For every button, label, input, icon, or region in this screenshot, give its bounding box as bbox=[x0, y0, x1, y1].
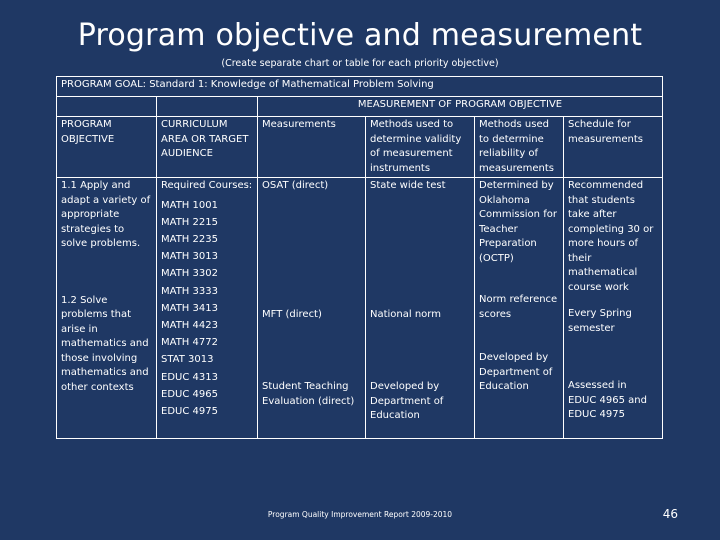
curriculum-cell bbox=[157, 178, 258, 439]
objective-table bbox=[56, 76, 663, 439]
course-item: MATH 1001 bbox=[161, 199, 218, 211]
course-item: MATH 4772 bbox=[161, 337, 218, 349]
objective-1-1: 1.1 Apply and adapt a variety of appropriate strategies to solve problems. bbox=[61, 180, 151, 249]
page-number: 46 bbox=[662, 507, 678, 521]
course-item: MATH 2215 bbox=[161, 216, 218, 228]
column-header-row bbox=[57, 117, 663, 178]
header-measurements: Measurements bbox=[258, 117, 366, 178]
goal-row bbox=[57, 77, 663, 97]
validity-student-teaching: Developed by Department of Education bbox=[370, 381, 444, 421]
course-item: MATH 2235 bbox=[161, 233, 218, 245]
schedule-mft: Every Spring semester bbox=[568, 308, 632, 334]
slide-subtitle: (Create separate chart or table for each priority objective) bbox=[221, 58, 499, 69]
course-item: MATH 3413 bbox=[161, 302, 218, 314]
reliability-student-teaching: Developed by Department of Education bbox=[479, 352, 553, 392]
course-item: EDUC 4965 bbox=[161, 388, 218, 400]
header-reliability: Methods used to determine reliability of measurements bbox=[475, 117, 564, 178]
course-item: MATH 3302 bbox=[161, 268, 218, 280]
reliability-cell bbox=[475, 178, 564, 439]
reliability-osat: Determined by Oklahoma Commission for Teacher Preparation (OCTP) bbox=[479, 180, 557, 264]
measurement-osat: OSAT (direct) bbox=[262, 180, 329, 191]
measurements-cell bbox=[258, 178, 366, 439]
course-item: MATH 3013 bbox=[161, 251, 218, 263]
blank-cell bbox=[157, 97, 258, 117]
measurement-student-teaching: Student Teaching Evaluation (direct) bbox=[262, 381, 355, 407]
header-curriculum: CURRICULUM AREA OR TARGET AUDIENCE bbox=[157, 117, 258, 178]
validity-mft: National norm bbox=[370, 308, 441, 320]
course-item: EDUC 4975 bbox=[161, 405, 218, 417]
header-validity: Methods used to determine validity of measurement instruments bbox=[366, 117, 475, 178]
course-item: STAT 3013 bbox=[161, 354, 214, 366]
schedule-student-teaching: Assessed in EDUC 4965 and EDUC 4975 bbox=[568, 380, 647, 420]
measurement-header: MEASUREMENT OF PROGRAM OBJECTIVE bbox=[258, 97, 663, 117]
validity-osat: State wide test bbox=[370, 180, 446, 191]
course-item: EDUC 4313 bbox=[161, 371, 218, 383]
measurement-mft: MFT (direct) bbox=[262, 308, 322, 320]
blank-cell bbox=[57, 97, 157, 117]
schedule-osat: Recommended that students take after completing 30 or more hours of their mathematical course work bbox=[568, 180, 654, 293]
slide-title: Program objective and measurement bbox=[77, 18, 643, 53]
course-item: MATH 3333 bbox=[161, 285, 218, 297]
header-schedule: Schedule for measurements bbox=[564, 117, 663, 178]
validity-cell bbox=[366, 178, 475, 439]
header-objective: PROGRAM OBJECTIVE bbox=[57, 117, 157, 178]
curriculum-label: Required Courses: bbox=[161, 180, 253, 191]
schedule-cell bbox=[564, 178, 663, 439]
course-item: MATH 4423 bbox=[161, 319, 218, 331]
program-goal: PROGRAM GOAL: Standard 1: Knowledge of Mathematical Problem Solving bbox=[57, 77, 663, 97]
body-row bbox=[57, 178, 663, 439]
objectives-cell bbox=[57, 178, 157, 439]
footer-text: Program Quality Improvement Report 2009-2010 bbox=[267, 510, 453, 519]
measurement-header-row bbox=[57, 97, 663, 117]
reliability-mft: Norm reference scores bbox=[479, 294, 558, 320]
objective-1-2: 1.2 Solve problems that arise in mathematics and those involving mathematics and other contexts bbox=[61, 294, 149, 393]
